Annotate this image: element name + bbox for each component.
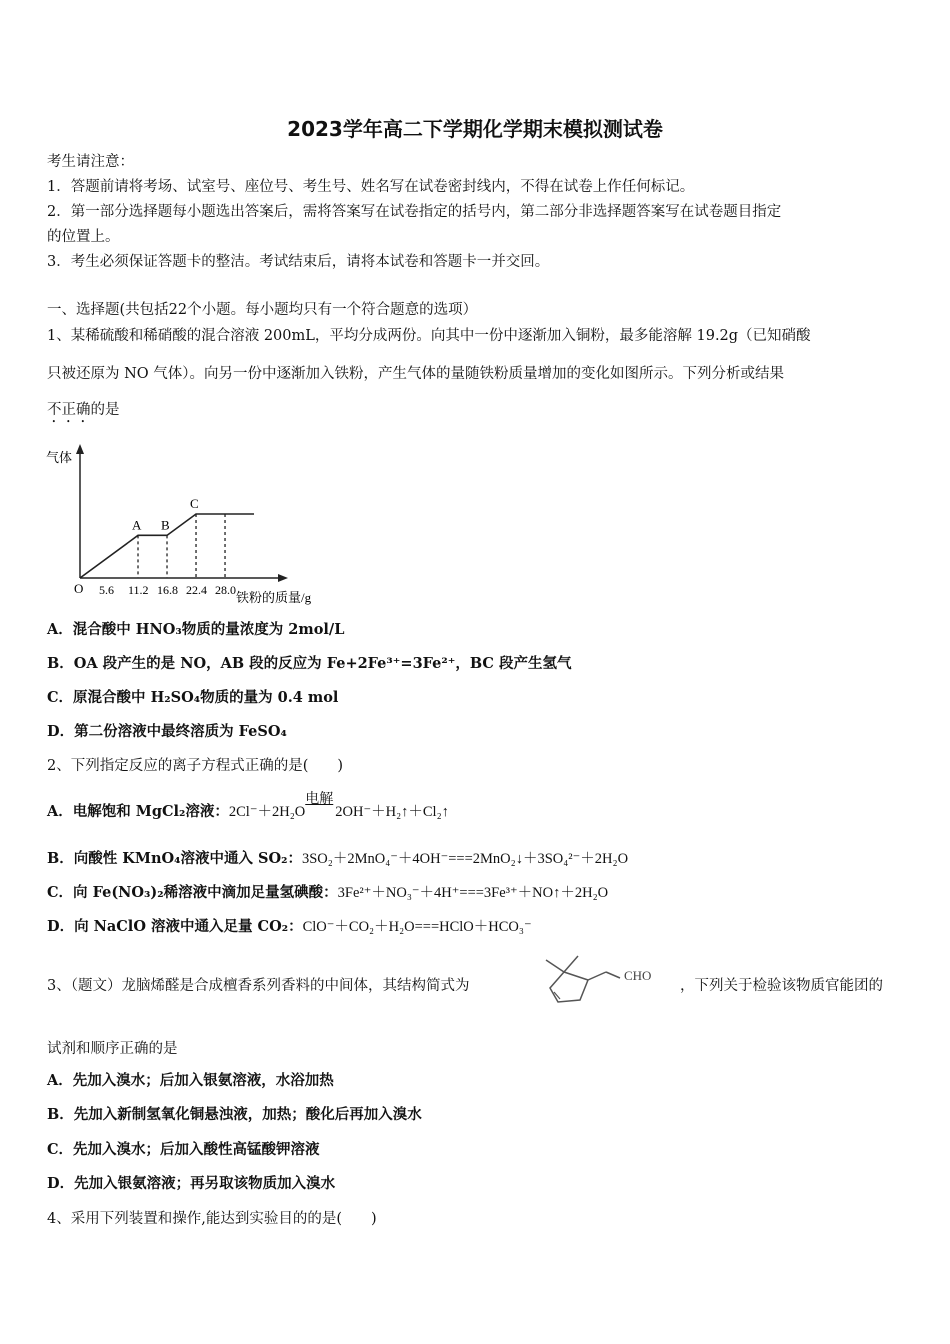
q2-option-c[interactable]	[47, 883, 608, 903]
chart-ylabel: 气体	[46, 450, 73, 465]
chart-ticks	[99, 583, 236, 597]
q3-option-c[interactable]: C．先加入溴水；后加入酸性高锰酸钾溶液	[47, 1141, 320, 1158]
q2-stem: 2、下列指定反应的离子方程式正确的是( )	[47, 758, 344, 774]
q1-option-a[interactable]: A．混合酸中 HNO₃物质的量浓度为 2mol/L	[47, 621, 345, 638]
notice-heading: 考生请注意：	[47, 154, 134, 170]
q3-stem-after: ，下列关于检验该物质官能团的	[680, 978, 883, 994]
chart-axes	[76, 444, 288, 582]
exam-title: 2023学年高二下学期化学期末模拟测试卷	[287, 117, 663, 141]
point-label-c: C	[190, 496, 199, 511]
x-tick-label-3: 22.4	[186, 583, 208, 597]
notice-line-1: 1．答题前请将考场、试室号、座位号、考生号、姓名写在试卷密封线内，不得在试卷上作任何标记。	[47, 179, 695, 195]
notice-line-4: 3．考生必须保证答题卡的整洁。考试结束后，请将本试卷和答题卡一并交回。	[47, 254, 550, 270]
q3-option-a[interactable]: A．先加入溴水；后加入银氨溶液，水浴加热	[47, 1072, 334, 1089]
methyl-1	[546, 960, 564, 972]
q1-emphasis: 不正确	[47, 402, 91, 418]
q1-option-c[interactable]: C．原混合酸中 H₂SO₄物质的量为 0.4 mol	[47, 689, 339, 706]
chart-point-labels	[132, 496, 199, 532]
q1-option-d[interactable]: D．第二份溶液中最终溶质为 FeSO₄	[47, 723, 287, 740]
q4-stem: 4、采用下列装置和操作,能达到实验目的的是( )	[47, 1211, 377, 1227]
y-axis-arrow	[76, 444, 84, 454]
notice-line-2: 2．第一部分选择题每小题选出答案后，需将答案写在试卷指定的括号内，第二部分非选择题答案写在试卷题目指定	[47, 204, 782, 220]
q2-a-arrow	[305, 792, 335, 822]
q2-a-prefix: A．电解饱和 MgCl₂溶液：	[47, 803, 229, 820]
q3-option-d[interactable]: D．先加入银氨溶液；再另取该物质加入溴水	[47, 1175, 336, 1192]
side-chain	[588, 972, 606, 980]
q2-b-prefix: B．向酸性 KMnO₄溶液中通入 SO₂：	[47, 850, 302, 867]
ring-bonds	[550, 972, 588, 1002]
x-axis-arrow	[278, 574, 288, 582]
x-tick-label-0: 5.6	[99, 583, 115, 597]
q2-a-left: 2Cl⁻＋2H₂O	[228, 804, 306, 820]
q2-option-b[interactable]	[47, 849, 628, 869]
q1-chart	[42, 440, 342, 610]
notice-line-3: 的位置上。	[47, 229, 120, 245]
x-tick-label-2: 16.8	[157, 583, 179, 597]
q2-c-prefix: C．向 Fe(NO₃)₂稀溶液中滴加足量氢碘酸：	[47, 884, 338, 901]
q2-a-condition: 电解	[305, 792, 334, 807]
q3-option-b[interactable]: B．先加入新制氢氧化铜悬浊液，加热；酸化后再加入溴水	[47, 1106, 422, 1123]
chart-xlabel: 铁粉的质量/g	[236, 590, 312, 605]
q2-b-equation: 3SO₂＋2MnO₄⁻＋4OH⁻===2MnO₂↓＋3SO₄²⁻＋2H₂O	[301, 851, 629, 867]
x-tick-label-1: 11.2	[128, 583, 149, 597]
chart-drops	[138, 514, 225, 578]
cho-label: CHO	[624, 968, 652, 983]
q3-structure-image	[536, 950, 672, 1006]
q1-stem-line-3	[47, 400, 120, 426]
side-chain-2	[606, 972, 620, 978]
q2-c-equation: 3Fe²⁺＋NO₃⁻＋4H⁺===3Fe³⁺＋NO↑＋2H₂O	[337, 885, 609, 901]
q3-stem-line-2: 试剂和顺序正确的是	[47, 1041, 178, 1057]
chart-origin-label: O	[74, 581, 84, 596]
q1-stem-end: 的是	[90, 402, 120, 418]
q2-d-prefix: D．向 NaClO 溶液中通入足量 CO₂：	[47, 918, 303, 935]
q2-option-d[interactable]	[47, 917, 532, 937]
q3-stem-before: 3、（题文）龙脑烯醛是合成檀香系列香料的中间体，其结构简式为	[47, 978, 470, 994]
point-label-a: A	[132, 517, 142, 533]
methyl-2	[564, 956, 578, 972]
x-tick-label-4: 28.0	[215, 583, 237, 597]
q1-option-b[interactable]: B．OA 段产生的是 NO，AB 段的反应为 Fe+2Fe³⁺=3Fe²⁺，BC 段产生氢气	[47, 655, 572, 672]
ring-bond-top	[564, 972, 588, 980]
q2-a-right: 2OH⁻＋H₂↑＋Cl₂↑	[335, 804, 449, 820]
q2-d-equation: ClO⁻＋CO₂＋H₂O===HClO＋HCO₃⁻	[302, 919, 532, 935]
q1-stem-line-1: 1、某稀硫酸和稀硝酸的混合溶液 200mL，平均分成两份。向其中一份中逐渐加入铜粉，最多能溶解 19.2g（已知硝酸	[47, 328, 811, 344]
q1-stem-line-2: 只被还原为 NO 气体）。向另一份中逐渐加入铁粉，产生气体的量随铁粉质量增加的变化如图所示。下列分析或结果	[47, 366, 785, 382]
section-heading: 一、选择题(共包括22个小题。每小题均只有一个符合题意的选项）	[47, 302, 478, 318]
point-label-b: B	[161, 517, 170, 533]
q2-option-a[interactable]	[47, 792, 449, 822]
